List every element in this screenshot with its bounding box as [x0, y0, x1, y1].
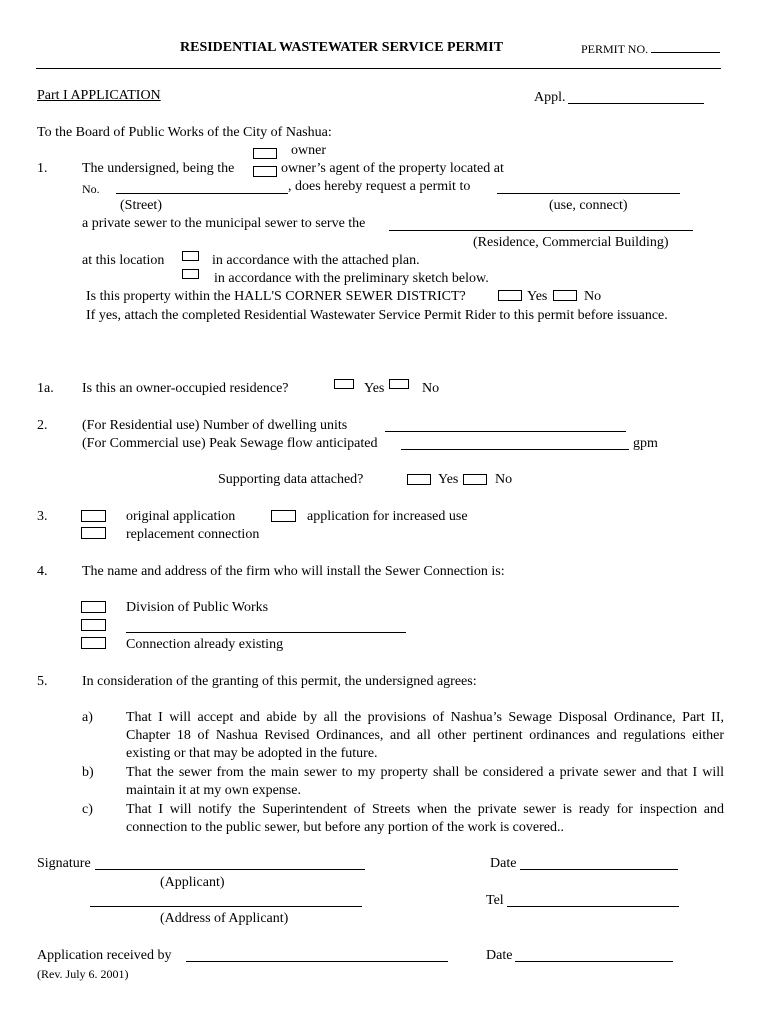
q4-question: The name and address of the firm who will install the Sewer Connection is: — [82, 564, 505, 579]
public-works-checkbox[interactable] — [81, 601, 106, 613]
commercial-flow-label: (For Commercial use) Peak Sewage flow anticipated — [82, 436, 378, 451]
owner-occupied-no-label: No — [422, 381, 440, 396]
received-by-field[interactable] — [186, 961, 448, 962]
q5-number: 5. — [37, 674, 48, 689]
owner-checkbox[interactable] — [253, 148, 277, 159]
date-label: Date — [490, 856, 517, 871]
agreement-a-letter: a) — [82, 710, 93, 725]
form-title: RESIDENTIAL WASTEWATER SERVICE PERMIT — [180, 40, 504, 55]
halls-corner-question: Is this property within the HALL'S CORNER SEWER DISTRICT? — [86, 289, 466, 304]
q2-number: 2. — [37, 418, 48, 433]
agreement-b-text: That the sewer from the main sewer to my property shall be considered a private sewer and that I will maintain it at my own expense. — [126, 765, 724, 798]
revision-note: (Rev. July 6. 2001) — [37, 967, 129, 981]
other-firm-checkbox[interactable] — [81, 619, 106, 631]
agreement-b-letter: b) — [82, 765, 94, 780]
agreement-c-letter: c) — [82, 802, 93, 817]
received-date-label: Date — [486, 948, 513, 963]
supporting-yes-label: Yes — [438, 472, 459, 487]
halls-no-checkbox[interactable] — [553, 290, 577, 301]
addressee: To the Board of Public Works of the City of Nashua: — [37, 125, 332, 140]
supporting-no-checkbox[interactable] — [463, 474, 487, 485]
peak-flow-field[interactable] — [401, 449, 629, 450]
q5-lead: In consideration of the granting of this permit, the undersigned agrees: — [82, 674, 477, 689]
owner-option: owner — [291, 143, 326, 158]
street-caption: (Street) — [120, 198, 162, 213]
q1-number: 1. — [37, 161, 48, 176]
tel-field[interactable] — [507, 906, 679, 907]
street-number-field[interactable] — [116, 193, 288, 194]
original-application-checkbox[interactable] — [81, 510, 106, 522]
owner-occupied-yes-label: Yes — [364, 381, 385, 396]
halls-yes-checkbox[interactable] — [498, 290, 522, 301]
agreement-c-text: That I will notify the Superintendent of Streets when the private sewer is ready for inspection and connection to the public sewer, but before any portion of the work is covered.. — [126, 802, 724, 835]
header-divider — [36, 68, 721, 69]
part1-heading: Part I APPLICATION — [37, 88, 161, 103]
residential-units-label: (For Residential use) Number of dwelling units — [82, 418, 348, 433]
agent-checkbox[interactable] — [253, 166, 277, 177]
date-field[interactable] — [520, 869, 678, 870]
address-caption: (Address of Applicant) — [160, 911, 289, 926]
agent-option: owner’s agent of the property located at — [281, 161, 504, 176]
supporting-data-question: Supporting data attached? — [218, 472, 364, 487]
no-label: No. — [82, 182, 100, 196]
signature-field[interactable] — [95, 869, 365, 870]
owner-occupied-yes-checkbox[interactable] — [334, 379, 354, 389]
appl-label: Appl. — [534, 90, 566, 105]
appl-field[interactable] — [568, 103, 704, 104]
applicant-caption: (Applicant) — [160, 875, 225, 890]
q3-number: 3. — [37, 509, 48, 524]
permit-number-field[interactable] — [651, 52, 720, 53]
use-caption: (use, connect) — [549, 198, 628, 213]
halls-no-label: No — [584, 289, 602, 304]
gpm-unit: gpm — [633, 436, 658, 451]
existing-connection-checkbox[interactable] — [81, 637, 106, 649]
replacement-connection-checkbox[interactable] — [81, 527, 106, 539]
agreement-a-text: That I will accept and abide by all the provisions of Nashua’s Sewage Disposal Ordinance, Part II, Chapter 18 of Nashua Revised Ordinances, and all other pertinent ordinances and regulations either existing or that may be adopted in the future. — [126, 710, 724, 761]
rider-note: If yes, attach the completed Residential Wastewater Service Permit Rider to this permit before issuance. — [86, 308, 668, 323]
permit-number-label: PERMIT NO. — [581, 42, 649, 56]
increased-use-checkbox[interactable] — [271, 510, 296, 522]
increased-use-option: application for increased use — [307, 509, 468, 524]
existing-connection-option: Connection already existing — [126, 637, 284, 652]
sketch-checkbox[interactable] — [182, 269, 199, 279]
original-application-option: original application — [126, 509, 236, 524]
sketch-option: in accordance with the preliminary sketch below. — [214, 271, 489, 286]
q1a-number: 1a. — [37, 381, 54, 396]
halls-yes-label: Yes — [527, 289, 548, 304]
owner-occupied-no-checkbox[interactable] — [389, 379, 409, 389]
residence-caption: (Residence, Commercial Building) — [473, 235, 669, 250]
supporting-no-label: No — [495, 472, 513, 487]
other-firm-field[interactable] — [126, 632, 406, 633]
attached-plan-option: in accordance with the attached plan. — [212, 253, 420, 268]
q1a-question: Is this an owner-occupied residence? — [82, 381, 289, 396]
dwelling-units-field[interactable] — [385, 431, 626, 432]
public-works-option: Division of Public Works — [126, 600, 269, 615]
q1-lead: The undersigned, being the — [82, 161, 235, 176]
received-by-label: Application received by — [37, 948, 172, 963]
tel-label: Tel — [486, 893, 504, 908]
applicant-address-field[interactable] — [90, 906, 362, 907]
residence-field[interactable] — [389, 230, 693, 231]
location-label: at this location — [82, 253, 165, 268]
signature-label: Signature — [37, 856, 91, 871]
replacement-connection-option: replacement connection — [126, 527, 260, 542]
q4-number: 4. — [37, 564, 48, 579]
attached-plan-checkbox[interactable] — [182, 251, 199, 261]
private-sewer-text: a private sewer to the municipal sewer to serve the — [82, 216, 366, 231]
request-text: , does hereby request a permit to — [288, 179, 471, 194]
use-connect-field[interactable] — [497, 193, 680, 194]
supporting-yes-checkbox[interactable] — [407, 474, 431, 485]
received-date-field[interactable] — [515, 961, 673, 962]
